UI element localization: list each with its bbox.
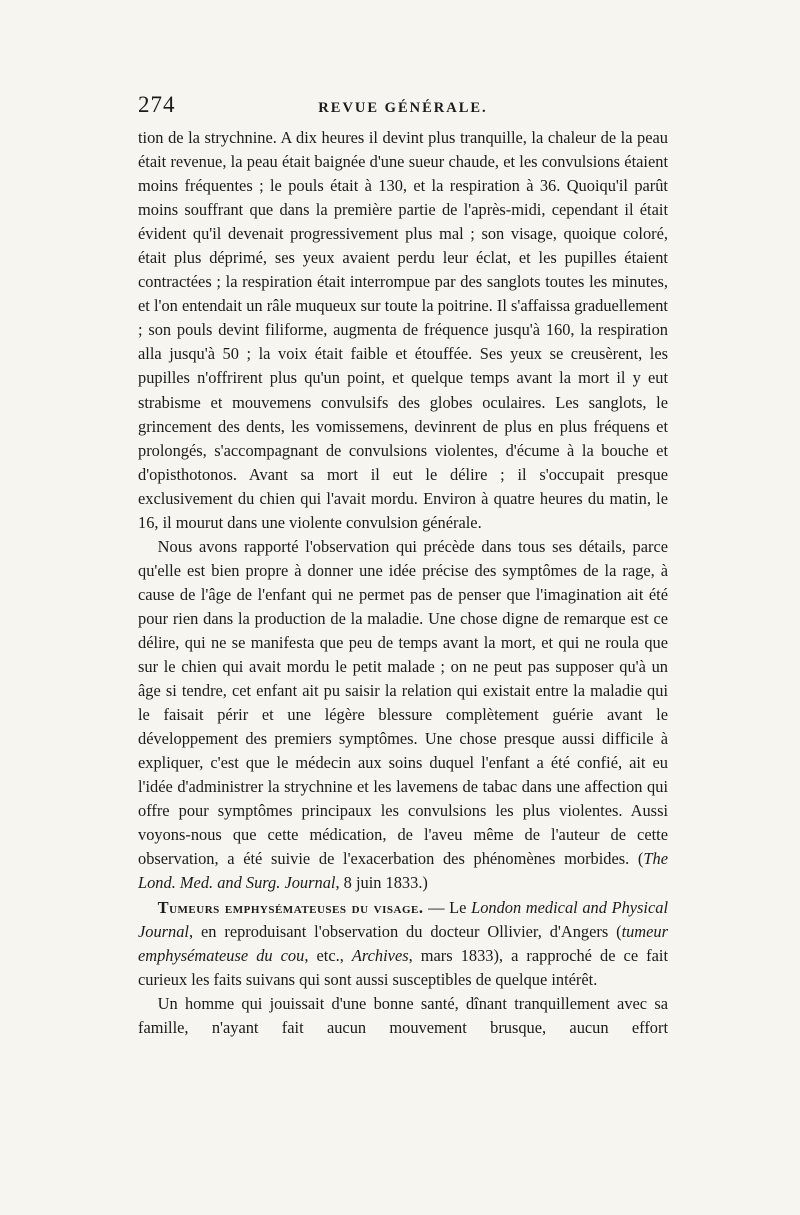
paragraph-case-start [138, 992, 668, 1040]
article-title: tumeur emphysémateuse du cou [138, 921, 668, 965]
running-head [138, 92, 668, 126]
citation-date: , 8 juin 1833.) [335, 873, 428, 893]
paragraph-commentary: Nous avons rapporté l'observation qui précède dans tous ses détails, parce qu'elle est bien propre à donner une idée précise des symptômes de la rage, à cause de l'âge de l'enfant qui ne permet pas de penser que l'imagination ait été pour rien dans la production de la maladie. Une chose digne de remarque est ce délire, qui ne se manifesta que peu de temps avant la mort, et qui ne roula que sur le chien qui avait mordu le petit malade ; on ne peut pas supposer qu'à un âge si tendre, cet enfant ait pu saisir la relation qui existait entre la maladie qui le faisait périr et une légère blessure complètement guérie avant le développement des premiers symptômes. Une chose presque aussi difficile à expliquer, c'est que le médecin aux soins duquel l'enfant a été confié, ait eu l'idée d'administrer la strychnine et les lavemens de tabac dans une affection qui offre pour symptômes principaux les convulsions les plus violentes. Aussi voyons-nous que cette médication, de l'aveu même de l'auteur de cette observation, a été suivie de l'exacerbation des phénomènes morbides. (The Lond. Med. and Surg. Journal, 8 juin 1833.) [138, 536, 668, 893]
citation-journal: The Lond. Med. and Surg. Journal [138, 849, 668, 893]
section-heading: Tumeurs emphysémateuses du visage. [157, 897, 424, 917]
page-number: 274 [138, 92, 176, 117]
archives-title: Archives [351, 945, 409, 965]
paragraph-text: , en reproduisant l'observation du docteur Ollivier, d'Angers ( [189, 921, 622, 941]
paragraph-text: Nous avons rapporté l'observation qui précède dans tous ses détails, parce qu'elle est bien propre à donner une idée précise des symptômes de la rage, à cause de l'âge de l'enfant qui ne permet pas de penser que l'imagination ait été pour rien dans la production de la maladie. Une chose digne de remarque est ce délire, qui ne se manifesta que peu de temps avant la mort, et qui ne roula que sur le chien qui avait mordu le petit malade ; on ne peut pas supposer qu'à un âge si tendre, cet enfant ait pu saisir la relation qui existait entre la maladie qui le faisait périr et une légère blessure complètement guérie avant le développement des premiers symptômes. Une chose presque aussi difficile à expliquer, c'est que le médecin aux soins duquel l'enfant a été confié, ait eu l'idée d'administrer la strychnine et les lavemens de tabac dans une affection qui offre pour symptômes principaux les convulsions les plus violentes. Aussi voyons-nous que cette médication, de l'aveu même de l'auteur de cette observation, a été suivie de l'exacerbation des phénomènes morbides. [138, 536, 668, 869]
paragraph-text: , mars 1833), a rapproché de ce fait curieux les faits suivans qui sont aussi susceptibles de quelque intérêt. [138, 945, 668, 989]
paragraph-case-continuation [138, 126, 668, 535]
heading-dash: — Le [423, 897, 472, 917]
body-text [138, 126, 668, 1040]
running-title: REVUE GÉNÉRALE. [318, 100, 488, 116]
journal-title: London medical and Physical Journal [138, 897, 669, 941]
paragraph-text: tion de la strychnine. A dix heures il devint plus tranquille, la chaleur de la peau était revenue, la peau était baignée d'une sueur chaude, et les convulsions étaient moins fréquentes ; le pouls était à 130, et la respiration à 36. Quoiqu'il parût moins souffrant que dans la première partie de l'après-midi, cependant il était évident qu'il devenait progressivement plus mal ; son visage, quoique coloré, était plus déprimé, ses yeux avaient perdu leur éclat, et les pupilles étaient contractées ; la respiration était interrompue par des sanglots toutes les minutes, et l'on entendait un râle muqueux sur toute la poitrine. Il s'affaissa graduellement ; son pouls devint filiforme, augmenta de fréquence jusqu'à 160, la respiration alla jusqu'à 50 ; la voix était faible et étouffée. Ses yeux se creusèrent, les pupilles n'offrirent plus qu'un point, et quelque temps avant la mort il y eut strabisme et mouvemens convulsifs des globes oculaires. Les sanglots, le grincement des dents, les vomissemens, devinrent de plus en plus fréquens et prolongés, s'accompagnant de convulsions violentes, d'écume à la bouche et d'opisthotonos. Avant sa mort il eut le délire ; il s'occupait presque exclusivement du chien qui l'avait mordu. Environ à quatre heures du matin, le 16, il mourut dans une violente convulsion générale. [138, 128, 668, 532]
paragraph-text: Un homme qui jouissait d'une bonne santé, dînant tranquillement avec sa famille, n'ayant fait aucun mouvement brusque, aucun effort [138, 993, 668, 1037]
paragraph-text: , etc., [304, 945, 352, 965]
paragraph-section-emphysema [138, 896, 668, 992]
